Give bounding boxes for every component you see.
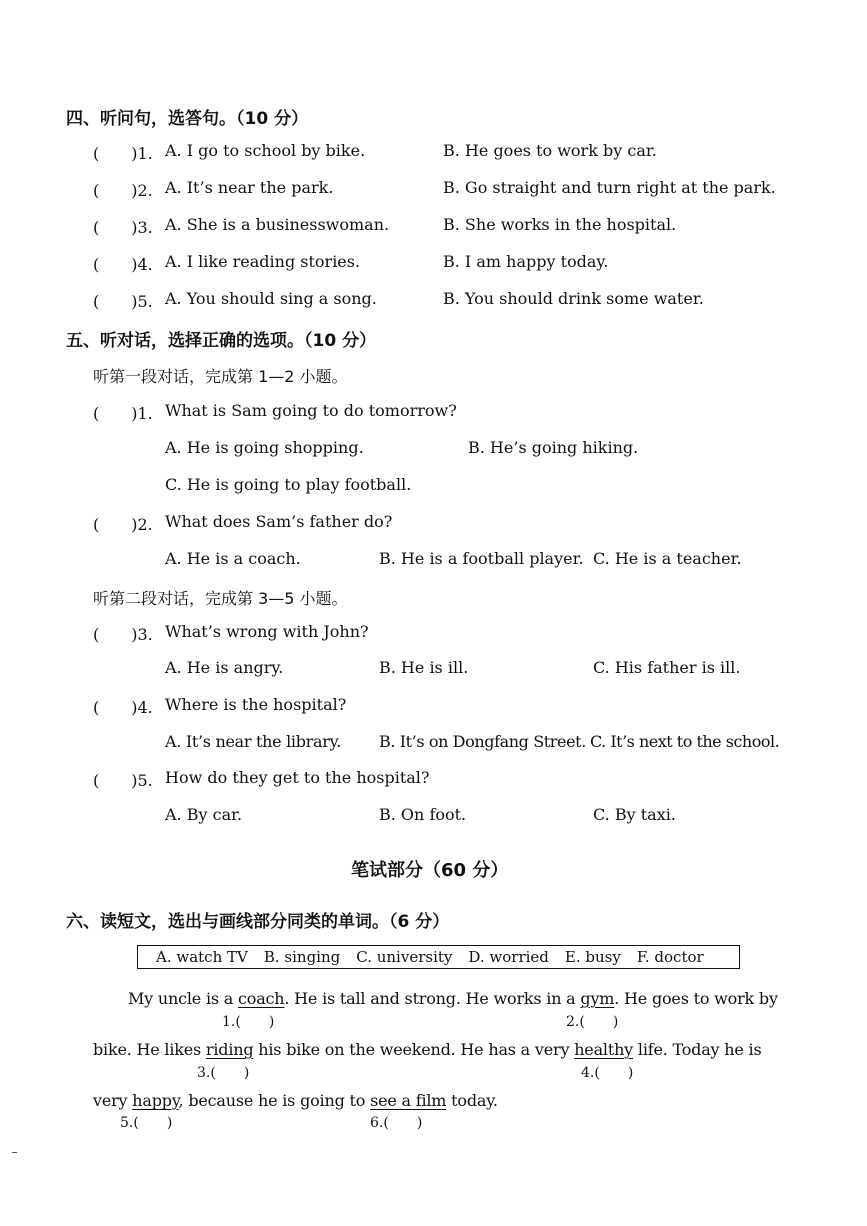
s5-q4-option-b: B. It’s on Dongfang Street. — [379, 732, 586, 751]
s4-q1-option-b: B. He goes to work by car. — [443, 141, 657, 160]
passage-line-2 — [93, 1040, 761, 1059]
word-bank-option-a: A. watch TV — [156, 948, 248, 966]
s5-q4-number: ( )4. — [93, 698, 153, 717]
s4-q3-number: ( )3. — [93, 218, 153, 237]
s5-q3-option-b: B. He is ill. — [379, 658, 469, 677]
answer-blank-2[interactable]: 2.( ) — [566, 1014, 619, 1030]
passage-text: My uncle is a — [128, 989, 238, 1008]
word-bank-option-e: E. busy — [564, 948, 621, 966]
passage-text: . He goes to work by — [614, 989, 778, 1008]
s5-q1-number: ( )1. — [93, 404, 153, 423]
s5-q1-option-a: A. He is going shopping. — [165, 438, 364, 457]
s5-q1-option-c: C. He is going to play football. — [165, 475, 412, 494]
word-bank-option-d: D. worried — [468, 948, 549, 966]
s5-q4-option-a: A. It’s near the library. — [165, 732, 342, 751]
written-part-title: 笔试部分（60 分） — [351, 860, 509, 881]
s5-q3-number: ( )3. — [93, 625, 153, 644]
s4-q5-option-a: A. You should sing a song. — [165, 289, 377, 308]
underlined-phrase-see-a-film: see a film — [370, 1091, 447, 1110]
s4-q3-option-a: A. She is a businesswoman. — [165, 215, 390, 234]
s5-q3-question: What’s wrong with John? — [165, 622, 369, 641]
passage-line-3 — [93, 1091, 498, 1110]
section5-title: 五、听对话，选择正确的选项。（10 分） — [66, 331, 377, 351]
passage-text: . He is tall and strong. He works in a — [284, 989, 581, 1008]
passage-text: very — [93, 1091, 133, 1110]
passage-text: life. Today he is — [633, 1040, 762, 1059]
word-bank-option-f: F. doctor — [636, 948, 704, 966]
s5-q4-option-c: C. It’s next to the school. — [590, 732, 780, 751]
s4-q2-number: ( )2. — [93, 181, 153, 200]
underlined-word-gym: gym — [580, 989, 615, 1008]
s4-q1-option-a: A. I go to school by bike. — [165, 141, 366, 160]
underlined-word-riding: riding — [205, 1040, 254, 1059]
s5-q2-number: ( )2. — [93, 515, 153, 534]
answer-blank-3[interactable]: 3.( ) — [197, 1065, 250, 1081]
s4-q1-number: ( )1. — [93, 144, 153, 163]
passage-text: bike. He likes — [93, 1040, 206, 1059]
answer-blank-6[interactable]: 6.( ) — [370, 1115, 423, 1131]
s4-q4-option-a: A. I like reading stories. — [165, 252, 361, 271]
s5-q3-option-c: C. His father is ill. — [593, 658, 741, 677]
answer-blank-4[interactable]: 4.( ) — [581, 1065, 634, 1081]
s4-q3-option-b: B. She works in the hospital. — [443, 215, 677, 234]
s5-q3-option-a: A. He is angry. — [165, 658, 284, 677]
word-bank-box — [137, 945, 740, 969]
word-bank-option-b: B. singing — [263, 948, 341, 966]
page-edge-mark — [12, 1152, 17, 1153]
section4-title: 四、听问句，选答句。（10 分） — [66, 109, 309, 129]
s5-q5-option-a: A. By car. — [165, 805, 243, 824]
s4-q4-option-b: B. I am happy today. — [443, 252, 609, 271]
word-bank-option-c: C. university — [356, 948, 453, 966]
s4-q5-option-b: B. You should drink some water. — [443, 289, 704, 308]
s5-q4-question: Where is the hospital? — [165, 695, 347, 714]
s5-q1-question: What is Sam going to do tomorrow? — [165, 401, 457, 420]
passage-text: his bike on the weekend. He has a very — [253, 1040, 575, 1059]
underlined-word-coach: coach — [238, 989, 285, 1008]
answer-blank-5[interactable]: 5.( ) — [120, 1115, 173, 1131]
answer-blank-1[interactable]: 1.( ) — [222, 1014, 275, 1030]
s5-q5-question: How do they get to the hospital? — [165, 768, 430, 787]
section5-part2-instruction: 听第二段对话，完成第 3—5 小题。 — [93, 589, 348, 608]
passage-text: today. — [446, 1091, 498, 1110]
s4-q5-number: ( )5. — [93, 292, 153, 311]
section5-part1-instruction: 听第一段对话，完成第 1—2 小题。 — [93, 367, 348, 386]
passage-line-1 — [128, 989, 778, 1008]
s5-q5-option-b: B. On foot. — [379, 805, 467, 824]
s4-q4-number: ( )4. — [93, 255, 153, 274]
s5-q2-option-a: A. He is a coach. — [165, 549, 301, 568]
s5-q2-question: What does Sam’s father do? — [165, 512, 393, 531]
underlined-word-healthy: healthy — [574, 1040, 634, 1059]
s5-q5-option-c: C. By taxi. — [593, 805, 676, 824]
s5-q2-option-c: C. He is a teacher. — [593, 549, 742, 568]
s4-q2-option-b: B. Go straight and turn right at the park. — [443, 178, 776, 197]
s5-q1-option-b: B. He’s going hiking. — [468, 438, 639, 457]
section6-title: 六、读短文，选出与画线部分同类的单词。（6 分） — [66, 912, 450, 932]
passage-text: , because he is going to — [178, 1091, 371, 1110]
underlined-word-happy: happy — [132, 1091, 179, 1110]
s4-q2-option-a: A. It’s near the park. — [165, 178, 334, 197]
s5-q2-option-b: B. He is a football player. — [379, 549, 584, 568]
s5-q5-number: ( )5. — [93, 771, 153, 790]
